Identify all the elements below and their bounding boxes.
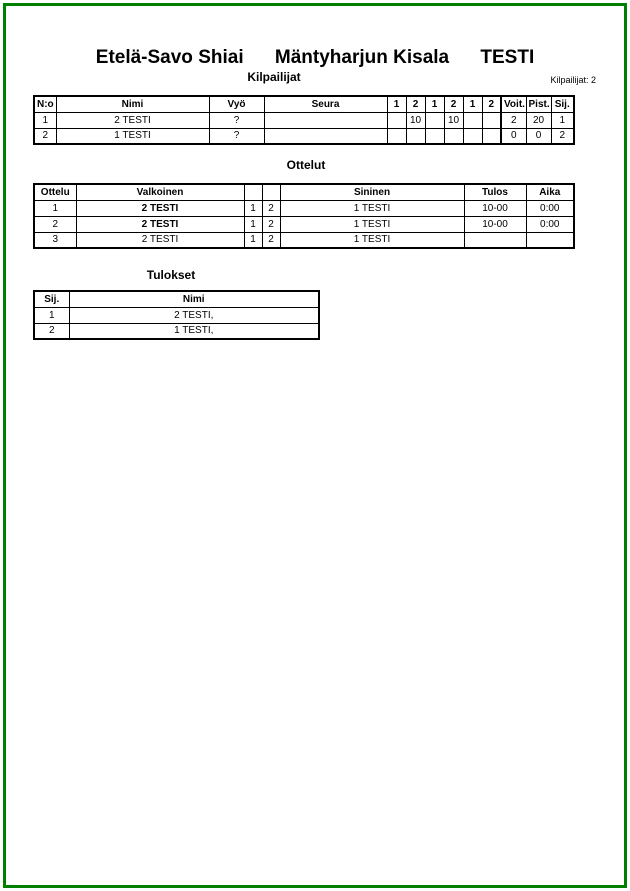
- cell-voit: 2: [501, 112, 526, 128]
- match-row: [34, 216, 574, 232]
- competitor-row: [34, 112, 574, 128]
- col-sininen: Sininen: [280, 184, 464, 200]
- col-sij: Sij.: [34, 291, 69, 307]
- competitors-count: Kilpailijat: 2: [550, 75, 596, 85]
- cell-no: 1: [34, 112, 56, 128]
- cell-ottelu: 1: [34, 200, 76, 216]
- cell-voit: 0: [501, 128, 526, 144]
- cell-ottelu: 3: [34, 232, 76, 248]
- page-title: [6, 47, 624, 69]
- col-seura: Seura: [264, 96, 387, 112]
- cell-nimi: 2 TESTI,: [69, 307, 319, 323]
- cell-sininen: 1 TESTI: [280, 232, 464, 248]
- col-blank-1: [244, 184, 262, 200]
- match-row: [34, 200, 574, 216]
- result-row: [34, 307, 319, 323]
- cell-nimi: 1 TESTI: [56, 128, 209, 144]
- cell-score: [425, 112, 444, 128]
- col-nimi: Nimi: [69, 291, 319, 307]
- cell-score: 10: [406, 112, 425, 128]
- competitors-table-header: [34, 96, 574, 112]
- col-blank-2: [262, 184, 280, 200]
- cell-sij: 2: [34, 323, 69, 339]
- competitors-heading: Kilpailijat: [247, 70, 301, 84]
- cell-n1: 1: [244, 232, 262, 248]
- cell-aika: 0:00: [526, 216, 574, 232]
- col-valkoinen: Valkoinen: [76, 184, 244, 200]
- header-row: [34, 96, 574, 112]
- col-vyo: Vyö: [209, 96, 264, 112]
- cell-valkoinen: 2 TESTI: [76, 232, 244, 248]
- cell-nimi: 2 TESTI: [56, 112, 209, 128]
- matches-heading: Ottelut: [286, 158, 326, 172]
- col-ottelu: Ottelu: [34, 184, 76, 200]
- col-pist: Pist.: [526, 96, 551, 112]
- results-heading: Tulokset: [146, 268, 196, 282]
- matches-table: [33, 183, 575, 249]
- results-table-header: [34, 291, 319, 307]
- col-score-6: 2: [482, 96, 501, 112]
- match-row: [34, 232, 574, 248]
- cell-score: [387, 112, 406, 128]
- col-no: N:o: [34, 96, 56, 112]
- cell-sininen: 1 TESTI: [280, 216, 464, 232]
- cell-pist: 20: [526, 112, 551, 128]
- cell-sininen: 1 TESTI: [280, 200, 464, 216]
- cell-tulos: [464, 232, 526, 248]
- matches-table-header: [34, 184, 574, 200]
- cell-sij: 1: [551, 112, 574, 128]
- cell-seura: [264, 112, 387, 128]
- cell-seura: [264, 128, 387, 144]
- result-row: [34, 323, 319, 339]
- cell-nimi: 1 TESTI,: [69, 323, 319, 339]
- cell-n1: 1: [244, 200, 262, 216]
- cell-valkoinen: 2 TESTI: [76, 200, 244, 216]
- header-row: [34, 291, 319, 307]
- col-sij: Sij.: [551, 96, 574, 112]
- title-part-venue: Mäntyharjun Kisala: [274, 47, 450, 68]
- cell-score: 10: [444, 112, 463, 128]
- cell-sij: 1: [34, 307, 69, 323]
- cell-score: [463, 128, 482, 144]
- cell-pist: 0: [526, 128, 551, 144]
- cell-score: [444, 128, 463, 144]
- page: [3, 3, 627, 888]
- col-score-5: 1: [463, 96, 482, 112]
- title-part-event: Etelä-Savo Shiai: [95, 47, 244, 68]
- cell-score: [387, 128, 406, 144]
- cell-no: 2: [34, 128, 56, 144]
- cell-aika: 0:00: [526, 200, 574, 216]
- cell-sij: 2: [551, 128, 574, 144]
- results-table: [33, 290, 320, 340]
- cell-n2: 2: [262, 216, 280, 232]
- competitor-row: [34, 128, 574, 144]
- col-score-1: 1: [387, 96, 406, 112]
- col-score-2: 2: [406, 96, 425, 112]
- cell-n1: 1: [244, 216, 262, 232]
- cell-tulos: 10-00: [464, 216, 526, 232]
- cell-score: [406, 128, 425, 144]
- cell-vyo: ?: [209, 112, 264, 128]
- cell-ottelu: 2: [34, 216, 76, 232]
- cell-vyo: ?: [209, 128, 264, 144]
- header-row: [34, 184, 574, 200]
- cell-tulos: 10-00: [464, 200, 526, 216]
- cell-n2: 2: [262, 232, 280, 248]
- cell-score: [425, 128, 444, 144]
- cell-valkoinen: 2 TESTI: [76, 216, 244, 232]
- col-score-4: 2: [444, 96, 463, 112]
- title-part-test: TESTI: [480, 47, 535, 68]
- col-voit: Voit.: [501, 96, 526, 112]
- col-score-3: 1: [425, 96, 444, 112]
- col-aika: Aika: [526, 184, 574, 200]
- col-nimi: Nimi: [56, 96, 209, 112]
- competitors-table: [33, 95, 575, 145]
- cell-score: [463, 112, 482, 128]
- cell-score: [482, 112, 501, 128]
- cell-score: [482, 128, 501, 144]
- col-tulos: Tulos: [464, 184, 526, 200]
- cell-n2: 2: [262, 200, 280, 216]
- cell-aika: [526, 232, 574, 248]
